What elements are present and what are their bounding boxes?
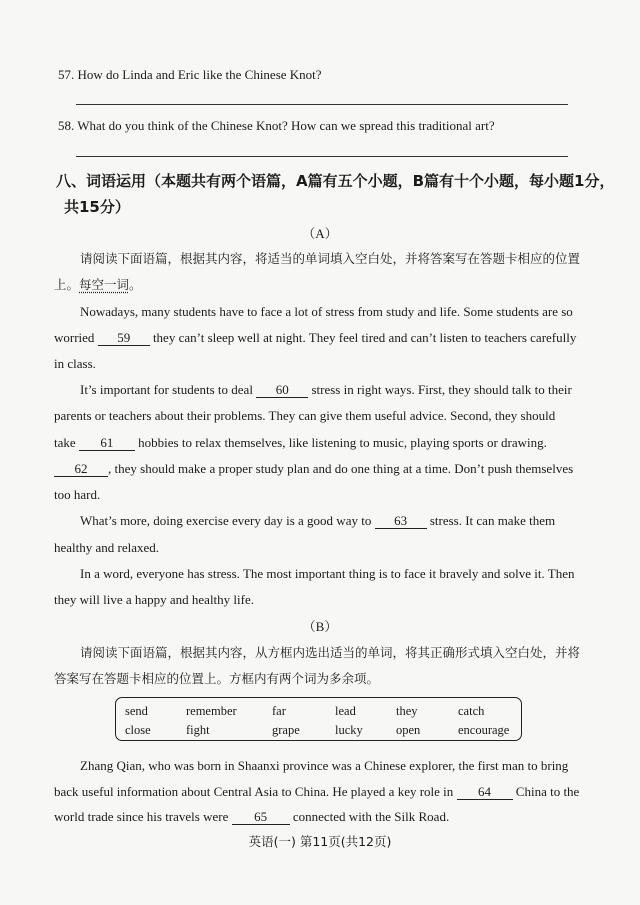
part-b-label: （B） [302, 619, 338, 634]
answer-line-57[interactable] [76, 104, 568, 105]
answer-line-58[interactable] [76, 156, 568, 157]
blank-63[interactable]: 63 [375, 513, 427, 529]
question-58 [58, 117, 592, 135]
passage-a-p2-line1 [80, 381, 592, 399]
blank-60[interactable]: 60 [256, 382, 308, 398]
word-option: lucky [335, 723, 363, 737]
passage-text: China to the [515, 784, 580, 799]
blank-64[interactable]: 64 [457, 784, 513, 800]
passage-text: , they should make a proper study plan and do one thing at a time. Don’t push themselves [108, 461, 574, 476]
blank-61[interactable]: 61 [79, 435, 135, 451]
passage-a-p4-line1: In a word, everyone has stress. The most important thing is to face it bravely and solve it. Then [80, 566, 575, 581]
word-option: close [125, 723, 151, 737]
passage-text: connected with the Silk Road. [292, 809, 450, 824]
instructions-text: 上。 [54, 277, 80, 292]
passage-text: stress in right ways. First, they should talk to their [311, 382, 572, 397]
word-option: open [396, 723, 421, 737]
passage-a-p3-line2: healthy and relaxed. [54, 540, 160, 555]
passage-a-p3-line1 [80, 512, 592, 530]
question-number: 57. [58, 67, 75, 82]
passage-text: stress. It can make them [429, 513, 556, 528]
page-footer: 英语(一) 第11页(共12页) [248, 834, 392, 849]
passage-text: worried [54, 330, 95, 345]
blank-59[interactable]: 59 [98, 330, 150, 346]
passage-b-line1: Zhang Qian, who was born in Shaanxi province was a Chinese explorer, the first man to bring [80, 758, 569, 773]
word-box [115, 697, 522, 741]
part-a-instructions-cont [54, 276, 592, 294]
word-option: grape [272, 723, 300, 737]
word-option: catch [458, 704, 485, 718]
word-option: lead [335, 704, 356, 718]
emphasis-text: 每空一词 [79, 277, 130, 292]
passage-b-line3 [54, 808, 592, 826]
passage-text: back useful information about Central Asia to China. He played a key role in [54, 784, 454, 799]
passage-a-p1-line1: Nowadays, many students have to face a lot of stress from study and life. Some students are so [80, 304, 573, 319]
passage-text: hobbies to relax themselves, like listening to music, playing sports or drawing. [138, 435, 547, 450]
section-heading-line1: 八、词语运用（本题共有两个语篇，A篇有五个小题，B篇有十个小题，每小题1分， [56, 172, 615, 190]
passage-a-p2-line3 [54, 434, 592, 452]
question-text: What do you think of the Chinese Knot? How can we spread this traditional art? [77, 118, 495, 133]
question-number: 58. [58, 118, 75, 133]
passage-a-p2-line4 [54, 460, 592, 478]
question-57 [58, 66, 592, 84]
passage-a-p1-line2 [54, 329, 592, 347]
part-a-label: （A） [302, 226, 338, 241]
passage-a-p4-line2: they will live a happy and healthy life. [54, 592, 254, 607]
word-option: far [272, 704, 286, 718]
question-text: How do Linda and Eric like the Chinese Knot? [77, 67, 322, 82]
passage-text: What’s more, doing exercise every day is a good way to [80, 513, 372, 528]
passage-a-p1-line3: in class. [54, 356, 96, 371]
passage-text: It’s important for students to deal [80, 382, 253, 397]
passage-text: take [54, 435, 76, 450]
part-b-instructions: 请阅读下面语篇，根据其内容，从方框内选出适当的单词，将其正确形式填入空白处，并将 [80, 645, 581, 660]
blank-65[interactable]: 65 [232, 809, 290, 825]
passage-a-p2-line5: too hard. [54, 487, 101, 502]
word-option: fight [186, 723, 210, 737]
instructions-text: 。 [129, 277, 142, 292]
passage-text: they can’t sleep well at night. They feel tired and can’t listen to teachers carefully [152, 330, 577, 345]
part-a-instructions: 请阅读下面语篇，根据其内容，将适当的单词填入空白处，并将答案写在答题卡相应的位置 [80, 251, 581, 266]
part-b-instructions-cont: 答案写在答题卡相应的位置上。方框内有两个词为多余项。 [54, 671, 380, 686]
section-heading-line2: 共15分） [64, 198, 130, 216]
passage-a-p2-line2: parents or teachers about their problems. They can give them useful advice. Second, they should [54, 408, 556, 423]
blank-62[interactable]: 62 [54, 461, 108, 477]
word-option: encourage [458, 723, 510, 737]
passage-b-line2 [54, 783, 592, 801]
word-option: they [396, 704, 418, 718]
passage-text: world trade since his travels were [54, 809, 229, 824]
word-option: remember [186, 704, 237, 718]
word-option: send [125, 704, 148, 718]
